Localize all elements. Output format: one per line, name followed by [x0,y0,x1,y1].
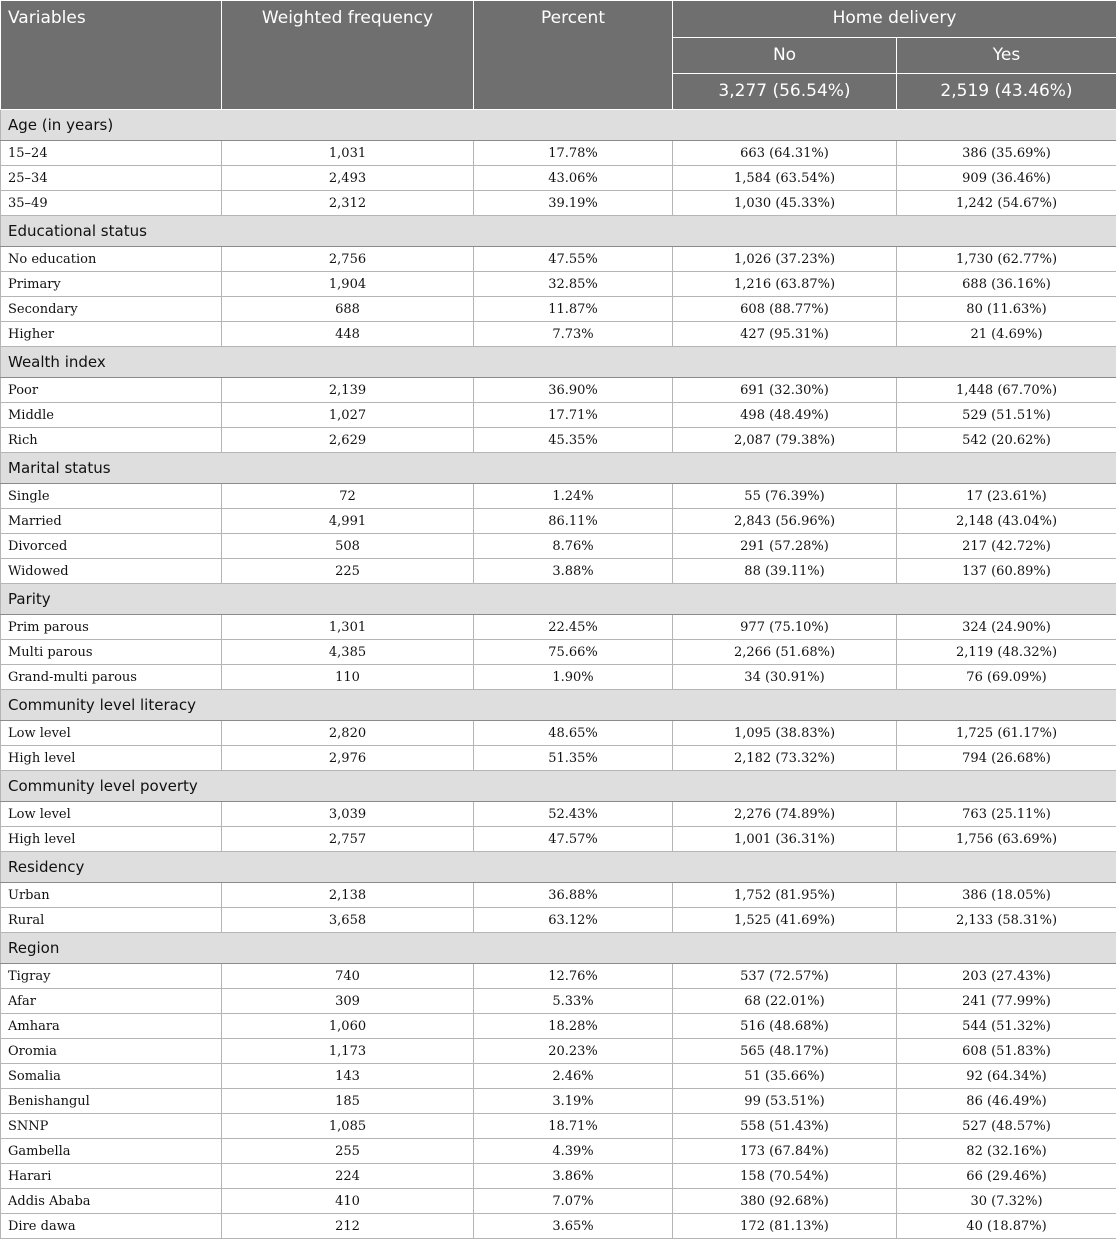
home-delivery-no-cell: 537 (72.57%) [673,964,897,989]
table-row [1,378,1116,403]
home-delivery-no-cell: 2,266 (51.68%) [673,640,897,665]
table-row [1,721,1116,746]
row-label: Multi parous [1,640,222,665]
home-delivery-yes-cell: 40 (18.87%) [897,1214,1116,1239]
home-delivery-yes-cell: 1,730 (62.77%) [897,247,1116,272]
home-delivery-no-cell: 691 (32.30%) [673,378,897,403]
table-row [1,615,1116,640]
weighted-frequency-cell: 2,312 [222,191,474,216]
table-row [1,1164,1116,1189]
percent-cell: 48.65% [474,721,673,746]
section-title: Wealth index [1,347,1116,378]
home-delivery-yes-cell: 2,133 (58.31%) [897,908,1116,933]
row-label: Harari [1,1164,222,1189]
percent-cell: 36.88% [474,883,673,908]
weighted-frequency-cell: 1,031 [222,141,474,166]
row-label: Gambella [1,1139,222,1164]
table-row [1,272,1116,297]
home-delivery-no-cell: 1,030 (45.33%) [673,191,897,216]
table-row [1,191,1116,216]
table-row [1,141,1116,166]
percent-cell: 1.24% [474,484,673,509]
table-row [1,1089,1116,1114]
header-yes: Yes [897,38,1116,74]
row-label: 15–24 [1,141,222,166]
table-row [1,989,1116,1014]
table-row [1,247,1116,272]
percent-cell: 7.07% [474,1189,673,1214]
row-label: Single [1,484,222,509]
table-row [1,322,1116,347]
home-delivery-no-cell: 88 (39.11%) [673,559,897,584]
percent-cell: 1.90% [474,665,673,690]
row-label: Middle [1,403,222,428]
percent-cell: 32.85% [474,272,673,297]
home-delivery-yes-cell: 608 (51.83%) [897,1039,1116,1064]
home-delivery-no-cell: 2,087 (79.38%) [673,428,897,453]
percent-cell: 7.73% [474,322,673,347]
table-row [1,908,1116,933]
header-no: No [673,38,897,74]
home-delivery-yes-cell: 86 (46.49%) [897,1089,1116,1114]
home-delivery-yes-cell: 82 (32.16%) [897,1139,1116,1164]
home-delivery-no-cell: 1,752 (81.95%) [673,883,897,908]
percent-cell: 3.65% [474,1214,673,1239]
weighted-frequency-cell: 1,060 [222,1014,474,1039]
table-row [1,964,1116,989]
row-label: Widowed [1,559,222,584]
section-header-row [1,347,1116,378]
weighted-frequency-cell: 1,173 [222,1039,474,1064]
home-delivery-no-cell: 663 (64.31%) [673,141,897,166]
table-header [1,1,1116,110]
row-label: 35–49 [1,191,222,216]
home-delivery-yes-cell: 76 (69.09%) [897,665,1116,690]
percent-cell: 47.55% [474,247,673,272]
percent-cell: 11.87% [474,297,673,322]
table-row [1,827,1116,852]
header-home-delivery: Home delivery [673,1,1116,38]
home-delivery-no-cell: 2,182 (73.32%) [673,746,897,771]
weighted-frequency-cell: 4,385 [222,640,474,665]
row-label: High level [1,827,222,852]
percent-cell: 4.39% [474,1139,673,1164]
row-label: Higher [1,322,222,347]
row-label: Addis Ababa [1,1189,222,1214]
section-header-row [1,852,1116,883]
home-delivery-yes-cell: 763 (25.11%) [897,802,1116,827]
row-label: Low level [1,802,222,827]
weighted-frequency-cell: 2,820 [222,721,474,746]
home-delivery-yes-cell: 30 (7.32%) [897,1189,1116,1214]
table-row [1,1189,1116,1214]
home-delivery-no-cell: 380 (92.68%) [673,1189,897,1214]
row-label: Poor [1,378,222,403]
row-label: Rural [1,908,222,933]
weighted-frequency-cell: 1,027 [222,403,474,428]
table-row [1,1114,1116,1139]
weighted-frequency-cell: 185 [222,1089,474,1114]
row-label: 25–34 [1,166,222,191]
home-delivery-no-cell: 68 (22.01%) [673,989,897,1014]
home-delivery-no-cell: 2,843 (56.96%) [673,509,897,534]
section-header-row [1,584,1116,615]
home-delivery-yes-cell: 1,448 (67.70%) [897,378,1116,403]
row-label: Low level [1,721,222,746]
home-delivery-no-cell: 172 (81.13%) [673,1214,897,1239]
table-row [1,883,1116,908]
weighted-frequency-cell: 72 [222,484,474,509]
row-label: Amhara [1,1014,222,1039]
percent-cell: 12.76% [474,964,673,989]
weighted-frequency-cell: 2,493 [222,166,474,191]
home-delivery-no-cell: 2,276 (74.89%) [673,802,897,827]
section-header-row [1,690,1116,721]
home-delivery-yes-cell: 1,756 (63.69%) [897,827,1116,852]
table-row [1,1139,1116,1164]
table-row [1,1214,1116,1239]
header-weighted-frequency: Weighted frequency [222,1,474,110]
row-label: SNNP [1,1114,222,1139]
section-title: Marital status [1,453,1116,484]
table-row [1,509,1116,534]
home-delivery-yes-cell: 527 (48.57%) [897,1114,1116,1139]
home-delivery-yes-cell: 217 (42.72%) [897,534,1116,559]
weighted-frequency-cell: 2,629 [222,428,474,453]
home-delivery-no-cell: 158 (70.54%) [673,1164,897,1189]
home-delivery-no-cell: 516 (48.68%) [673,1014,897,1039]
percent-cell: 2.46% [474,1064,673,1089]
row-label: Dire dawa [1,1214,222,1239]
home-delivery-no-cell: 291 (57.28%) [673,534,897,559]
percent-cell: 45.35% [474,428,673,453]
weighted-frequency-cell: 2,139 [222,378,474,403]
table-row [1,1064,1116,1089]
weighted-frequency-cell: 1,301 [222,615,474,640]
header-no-total: 3,277 (56.54%) [673,74,897,110]
section-header-row [1,216,1116,247]
home-delivery-no-cell: 1,216 (63.87%) [673,272,897,297]
row-label: Afar [1,989,222,1014]
percent-cell: 3.86% [474,1164,673,1189]
header-variables: Variables [1,1,222,110]
row-label: No education [1,247,222,272]
section-title: Educational status [1,216,1116,247]
header-yes-total: 2,519 (43.46%) [897,74,1116,110]
weighted-frequency-cell: 508 [222,534,474,559]
weighted-frequency-cell: 143 [222,1064,474,1089]
percent-cell: 17.71% [474,403,673,428]
table-row [1,166,1116,191]
section-title: Residency [1,852,1116,883]
weighted-frequency-cell: 410 [222,1189,474,1214]
section-title: Region [1,933,1116,964]
percent-cell: 47.57% [474,827,673,852]
home-delivery-yes-cell: 909 (36.46%) [897,166,1116,191]
home-delivery-no-cell: 1,095 (38.83%) [673,721,897,746]
home-delivery-yes-cell: 66 (29.46%) [897,1164,1116,1189]
weighted-frequency-cell: 3,039 [222,802,474,827]
header-percent: Percent [474,1,673,110]
table-row [1,802,1116,827]
weighted-frequency-cell: 224 [222,1164,474,1189]
home-delivery-no-cell: 1,525 (41.69%) [673,908,897,933]
table-row [1,640,1116,665]
section-title: Parity [1,584,1116,615]
table-row [1,746,1116,771]
table-row [1,1014,1116,1039]
row-label: Secondary [1,297,222,322]
home-delivery-yes-cell: 1,725 (61.17%) [897,721,1116,746]
weighted-frequency-cell: 740 [222,964,474,989]
home-delivery-no-cell: 55 (76.39%) [673,484,897,509]
table-row [1,1039,1116,1064]
home-delivery-yes-cell: 1,242 (54.67%) [897,191,1116,216]
home-delivery-no-cell: 1,001 (36.31%) [673,827,897,852]
row-label: Rich [1,428,222,453]
percent-cell: 43.06% [474,166,673,191]
home-delivery-yes-cell: 324 (24.90%) [897,615,1116,640]
percent-cell: 3.19% [474,1089,673,1114]
home-delivery-yes-cell: 241 (77.99%) [897,989,1116,1014]
section-title: Age (in years) [1,110,1116,141]
weighted-frequency-cell: 2,976 [222,746,474,771]
row-label: Grand-multi parous [1,665,222,690]
table-body [1,110,1116,1239]
weighted-frequency-cell: 1,085 [222,1114,474,1139]
section-header-row [1,453,1116,484]
home-delivery-yes-cell: 80 (11.63%) [897,297,1116,322]
home-delivery-no-cell: 977 (75.10%) [673,615,897,640]
row-label: Tigray [1,964,222,989]
percent-cell: 22.45% [474,615,673,640]
home-delivery-no-cell: 99 (53.51%) [673,1089,897,1114]
home-delivery-no-cell: 1,026 (37.23%) [673,247,897,272]
home-delivery-yes-cell: 203 (27.43%) [897,964,1116,989]
home-delivery-yes-cell: 21 (4.69%) [897,322,1116,347]
weighted-frequency-cell: 255 [222,1139,474,1164]
percent-cell: 20.23% [474,1039,673,1064]
home-delivery-yes-cell: 2,119 (48.32%) [897,640,1116,665]
table-row [1,534,1116,559]
row-label: High level [1,746,222,771]
percent-cell: 86.11% [474,509,673,534]
percent-cell: 39.19% [474,191,673,216]
home-delivery-yes-cell: 386 (18.05%) [897,883,1116,908]
home-delivery-yes-cell: 544 (51.32%) [897,1014,1116,1039]
weighted-frequency-cell: 4,991 [222,509,474,534]
section-header-row [1,110,1116,141]
section-header-row [1,771,1116,802]
percent-cell: 5.33% [474,989,673,1014]
home-delivery-no-cell: 427 (95.31%) [673,322,897,347]
row-label: Benishangul [1,1089,222,1114]
weighted-frequency-cell: 110 [222,665,474,690]
table-row [1,297,1116,322]
percent-cell: 18.71% [474,1114,673,1139]
home-delivery-yes-cell: 137 (60.89%) [897,559,1116,584]
percent-cell: 51.35% [474,746,673,771]
table-row [1,403,1116,428]
percent-cell: 75.66% [474,640,673,665]
home-delivery-yes-cell: 688 (36.16%) [897,272,1116,297]
section-header-row [1,933,1116,964]
weighted-frequency-cell: 2,756 [222,247,474,272]
home-delivery-no-cell: 558 (51.43%) [673,1114,897,1139]
percent-cell: 3.88% [474,559,673,584]
table-row [1,665,1116,690]
weighted-frequency-cell: 688 [222,297,474,322]
table-row [1,484,1116,509]
weighted-frequency-cell: 2,138 [222,883,474,908]
percent-cell: 8.76% [474,534,673,559]
home-delivery-yes-cell: 542 (20.62%) [897,428,1116,453]
table-row [1,559,1116,584]
home-delivery-no-cell: 498 (48.49%) [673,403,897,428]
section-title: Community level poverty [1,771,1116,802]
percent-cell: 17.78% [474,141,673,166]
home-delivery-yes-cell: 2,148 (43.04%) [897,509,1116,534]
home-delivery-no-cell: 34 (30.91%) [673,665,897,690]
percent-cell: 52.43% [474,802,673,827]
home-delivery-yes-cell: 386 (35.69%) [897,141,1116,166]
weighted-frequency-cell: 225 [222,559,474,584]
weighted-frequency-cell: 2,757 [222,827,474,852]
row-label: Married [1,509,222,534]
home-delivery-yes-cell: 17 (23.61%) [897,484,1116,509]
percent-cell: 18.28% [474,1014,673,1039]
home-delivery-no-cell: 608 (88.77%) [673,297,897,322]
home-delivery-yes-cell: 794 (26.68%) [897,746,1116,771]
section-title: Community level literacy [1,690,1116,721]
row-label: Prim parous [1,615,222,640]
home-delivery-yes-cell: 529 (51.51%) [897,403,1116,428]
row-label: Oromia [1,1039,222,1064]
weighted-frequency-cell: 212 [222,1214,474,1239]
row-label: Urban [1,883,222,908]
home-delivery-no-cell: 51 (35.66%) [673,1064,897,1089]
row-label: Somalia [1,1064,222,1089]
weighted-frequency-cell: 1,904 [222,272,474,297]
row-label: Divorced [1,534,222,559]
weighted-frequency-cell: 309 [222,989,474,1014]
home-delivery-no-cell: 565 (48.17%) [673,1039,897,1064]
home-delivery-no-cell: 173 (67.84%) [673,1139,897,1164]
percent-cell: 36.90% [474,378,673,403]
table-row [1,428,1116,453]
weighted-frequency-cell: 448 [222,322,474,347]
home-delivery-no-cell: 1,584 (63.54%) [673,166,897,191]
row-label: Primary [1,272,222,297]
percent-cell: 63.12% [474,908,673,933]
home-delivery-yes-cell: 92 (64.34%) [897,1064,1116,1089]
weighted-frequency-cell: 3,658 [222,908,474,933]
